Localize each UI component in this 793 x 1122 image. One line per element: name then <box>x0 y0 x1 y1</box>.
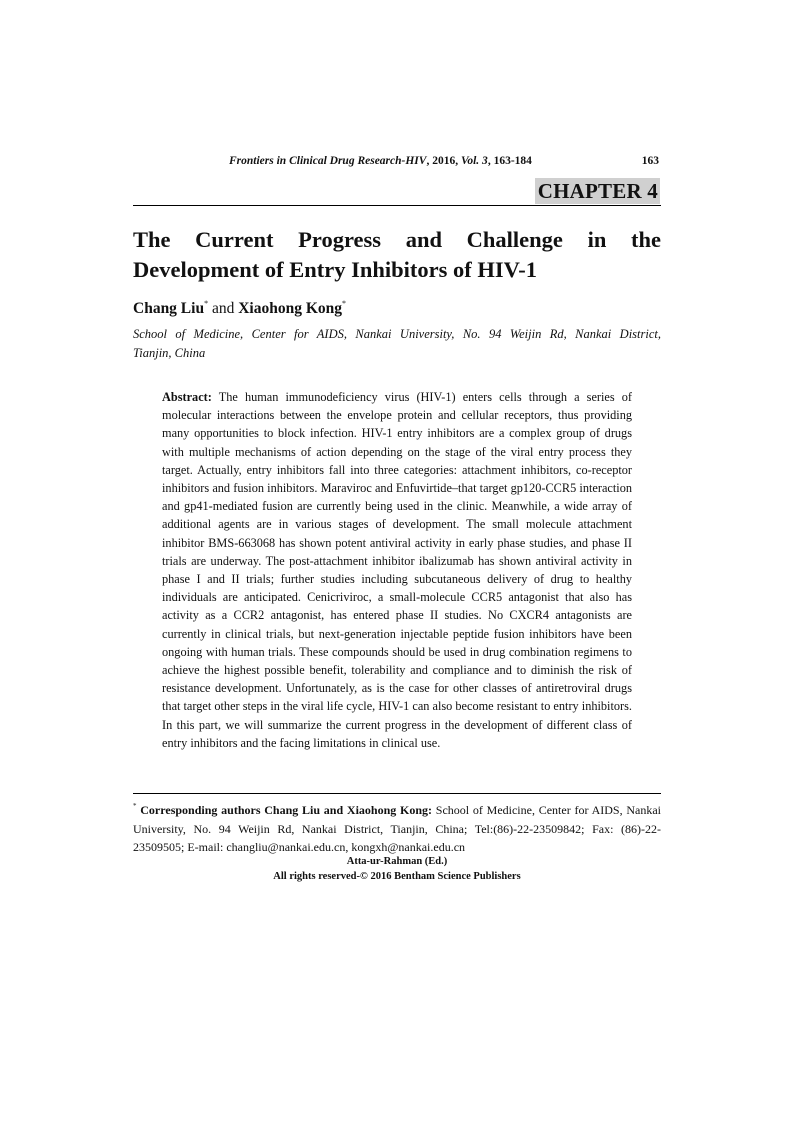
journal-volume: Vol. 3 <box>460 155 488 167</box>
header-divider <box>133 205 661 206</box>
copyright-line: All rights reserved-© 2016 Bentham Science Publishers <box>273 871 521 882</box>
affiliation-line-1: School of Medicine, Center for AIDS, Nankai University, No. 94 Weijin Rd, Nankai District, <box>133 327 661 341</box>
footnote-mark: * <box>133 802 137 810</box>
chapter-label: CHAPTER 4 <box>535 178 660 204</box>
author-connector: and <box>208 300 239 317</box>
chapter-title <box>133 225 661 285</box>
abstract-text: The human immunodeficiency virus (HIV-1) enters cells through a series of molecular interactions between the envelope protein and cellular receptors, thus providing many opportunities to block infection. HIV-1 entry inhibitors are a complex group of drugs with multiple mechanisms of action depending on the stage of the viral entry process they target. Actually, entry inhibitors fall into three categories: attachment inhibitors, co-receptor inhibitors and fusion inhibitors. Maraviroc and Enfuvirtide–that target gp120-CCR5 interaction and gp41-mediated fusion are currently being used in the clinic. Meanwhile, a wide array of additional agents are in various stages of development. The small molecule attachment inhibitor BMS-663068 has shown potent antiviral activity in early phase studies, and phase II trials are underway. The post-attachment inhibitor ibalizumab has shown antiviral activity in phase I and II trials; further studies including subcutaneous delivery of drug to healthy individuals are anticipated. Cenicriviroc, a small-molecule CCR5 antagonist that also has activity as a CCR2 antagonist, has entered phase II studies. No CXCR4 antagonists are currently in clinical trials, but next-generation injectable peptide fusion inhibitors have been ongoing with human trials. These compounds should be used in drug combination regimens to achieve the highest possible benefit, tolerability and compliance and to diminish the risk of resistance development. Unfortunately, as is the case for other classes of antiretroviral drugs that target other steps in the viral life cycle, HIV-1 can also become resistant to entry inhibitors. In this part, we will summarize the current progress in the development of different class of entry inhibitors and the facing limitations in clinical use. <box>162 390 632 750</box>
journal-title: Frontiers in Clinical Drug Research-HIV <box>229 155 427 167</box>
author-1-mark: * <box>204 299 209 308</box>
page-number: 163 <box>641 155 659 167</box>
journal-page-range: , 163-184 <box>487 155 532 167</box>
editor-line: Atta-ur-Rahman (Ed.) <box>346 856 448 867</box>
running-head <box>229 155 659 167</box>
footnote-text: School of Medicine, Center for AIDS, Nankai University, No. 94 Weijin Rd, Nankai District, Tianjin, China; Tel:(86)-22-23509842; Fax: (86)-22-23509505; E-mail: changliu@nankai.edu.cn, kongxh@nankai.edu.cn <box>133 803 661 854</box>
author-1: Chang Liu <box>133 300 205 317</box>
chapter-title-line-1: The Current Progress and Challenge in the <box>133 227 661 252</box>
footnote <box>133 797 661 857</box>
affiliation-line-2: Tianjin, China <box>133 346 206 360</box>
abstract-label: Abstract: <box>162 390 212 404</box>
author-2-mark: * <box>342 299 347 308</box>
footnote-label: Corresponding authors Chang Liu and Xiaohong Kong: <box>140 803 433 817</box>
journal-year: , 2016, <box>426 155 461 167</box>
chapter-title-line-2: Development of Entry Inhibitors of HIV-1 <box>133 257 537 282</box>
author-2: Xiaohong Kong <box>238 300 343 317</box>
abstract <box>162 388 632 752</box>
author-line <box>133 299 346 318</box>
footnote-divider <box>133 793 661 794</box>
affiliation <box>133 325 661 363</box>
